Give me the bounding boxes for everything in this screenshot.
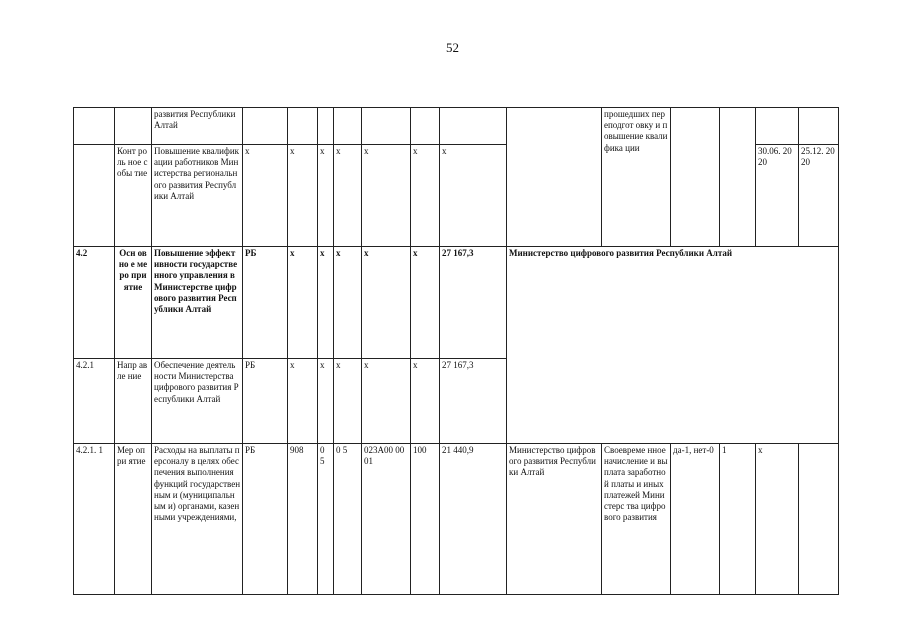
value-cell: 1 xyxy=(720,444,756,595)
rz-cell: х xyxy=(318,145,334,247)
source-cell: х xyxy=(243,145,288,247)
executor-cell: Министерство цифрового развития Республики Алтай xyxy=(507,247,839,444)
date-end-cell xyxy=(799,444,839,595)
row-type-cell: Мер опри ятие xyxy=(115,444,152,595)
amount-cell: 27 167,3 xyxy=(440,359,507,444)
csr-cell: х xyxy=(362,359,411,444)
result-cell: Своевреме нное начисление и выплата заработной платы и иных платежей Министерс тва цифрового развития xyxy=(602,444,671,595)
pr-cell: х xyxy=(334,145,362,247)
table-row xyxy=(74,108,839,145)
source-cell: РБ xyxy=(243,359,288,444)
grbs-cell: х xyxy=(288,247,318,359)
rz-cell: х xyxy=(318,359,334,444)
indicator-cell: да-1, нет-0 xyxy=(671,444,720,595)
row-name-cell: Обеспечение деятельности Министерства цифрового развития Республики Алтай xyxy=(152,359,243,444)
row-number-cell: 4.2 xyxy=(74,247,115,359)
row-number-cell xyxy=(74,108,115,145)
amount-cell: 27 167,3 xyxy=(440,247,507,359)
csr-cell xyxy=(362,108,411,145)
rz-cell: х xyxy=(318,247,334,359)
indicator-cell xyxy=(671,108,720,247)
csr-cell: х xyxy=(362,247,411,359)
row-name-cell: Повышение эффективности государственного управления в Министерстве цифрового развития Республики Алтай xyxy=(152,247,243,359)
vr-cell: 100 xyxy=(411,444,440,595)
grbs-cell: 908 xyxy=(288,444,318,595)
row-name-cell: Расходы на выплаты персоналу в целях обеспечения выполнения функций государственным и (муниципальным и) органами, казенными учреждениями, xyxy=(152,444,243,595)
row-name-cell: Повышение квалификации работников Министерства регионального развития Республики Алтай xyxy=(152,145,243,247)
csr-cell: х xyxy=(362,145,411,247)
source-cell: РБ xyxy=(243,444,288,595)
pr-cell: х xyxy=(334,359,362,444)
row-type-cell xyxy=(115,108,152,145)
program-table xyxy=(73,107,839,595)
amount-cell: х xyxy=(440,145,507,247)
row-type-cell: Напр авле ние xyxy=(115,359,152,444)
table-row xyxy=(74,444,839,595)
pr-cell xyxy=(334,108,362,145)
row-name-cell: развития Республики Алтай xyxy=(152,108,243,145)
value-cell xyxy=(720,108,756,247)
executor-cell: Министерство цифрового развития Республики Алтай xyxy=(507,444,602,595)
date-end-cell: 25.12. 2020 xyxy=(799,145,839,247)
amount-cell: 21 440,9 xyxy=(440,444,507,595)
pr-cell: 0 5 xyxy=(334,444,362,595)
source-cell xyxy=(243,108,288,145)
pr-cell: х xyxy=(334,247,362,359)
row-type-cell: Осн овно е меро при ятие xyxy=(115,247,152,359)
vr-cell: х xyxy=(411,145,440,247)
vr-cell xyxy=(411,108,440,145)
grbs-cell xyxy=(288,108,318,145)
amount-cell xyxy=(440,108,507,145)
rz-cell xyxy=(318,108,334,145)
page-number: 52 xyxy=(446,40,459,55)
date-start-cell: х xyxy=(756,444,799,595)
vr-cell: х xyxy=(411,247,440,359)
grbs-cell: х xyxy=(288,145,318,247)
grbs-cell: х xyxy=(288,359,318,444)
result-cell: прошедших переподгот овку и повышение квалифика ции xyxy=(602,108,671,247)
row-number-cell: 4.2.1 xyxy=(74,359,115,444)
row-number-cell xyxy=(74,145,115,247)
csr-cell: 023А00 0001 xyxy=(362,444,411,595)
date-start-cell xyxy=(756,108,799,145)
date-start-cell: 30.06. 2020 xyxy=(756,145,799,247)
table-row xyxy=(74,247,839,359)
row-number-cell: 4.2.1. 1 xyxy=(74,444,115,595)
source-cell: РБ xyxy=(243,247,288,359)
date-end-cell xyxy=(799,108,839,145)
rz-cell: 0 5 xyxy=(318,444,334,595)
executor-cell xyxy=(507,108,602,247)
vr-cell: х xyxy=(411,359,440,444)
row-type-cell: Конт роль ное собы тие xyxy=(115,145,152,247)
